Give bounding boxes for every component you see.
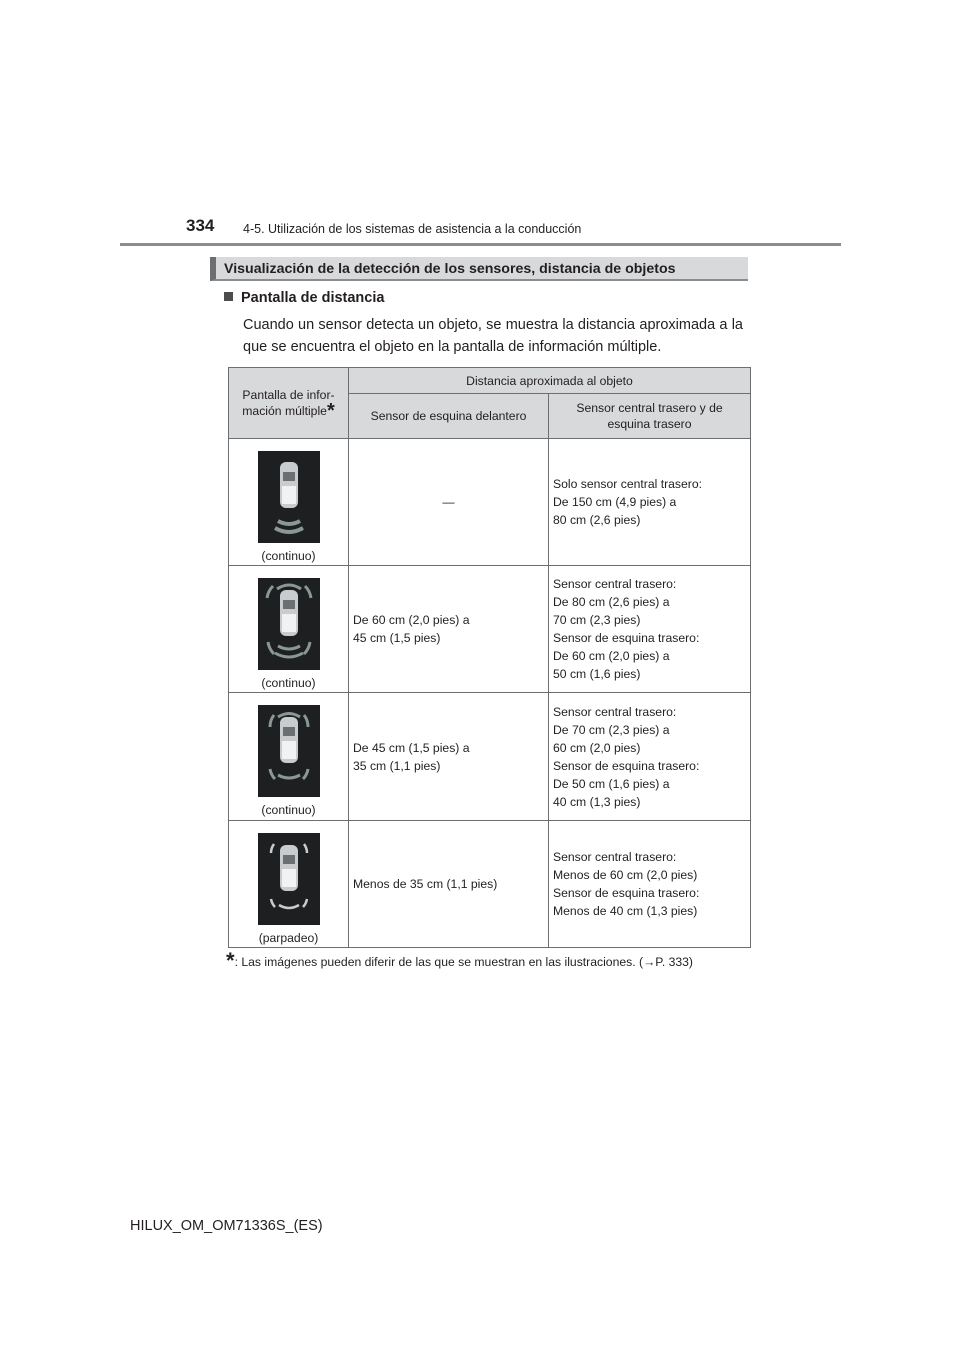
rear-cell: Sensor central trasero: De 80 cm (2,6 pies) a 70 cm (2,3 pies) Sensor de esquina trasero: De 60 cm (2,0 pies) a 50 cm (1,6 pies) <box>549 566 751 693</box>
subheading <box>224 290 384 306</box>
asterisk-mark: * <box>326 400 335 422</box>
front-corner-cell: — <box>349 439 549 566</box>
intro-paragraph: Cuando un sensor detecta un objeto, se muestra la distancia aproximada a la que se encuentra el objeto en la pantalla de información múltiple. <box>243 317 743 355</box>
display-cell <box>229 566 349 693</box>
col-distance-header: Distancia aproximada al objeto <box>349 368 751 394</box>
distance-display-closer-icon <box>258 705 320 797</box>
section-banner <box>210 257 748 281</box>
rear-cell: Sensor central trasero: Menos de 60 cm (2,0 pies) Sensor de esquina trasero: Menos de 40 cm (1,3 pies) <box>549 821 751 948</box>
header-rule <box>120 243 841 246</box>
col-display-header <box>229 368 349 439</box>
square-bullet-icon <box>224 292 233 301</box>
col-front-corner-header: Sensor de esquina delantero <box>349 394 549 439</box>
footer-code: HILUX_OM_OM71336S_(ES) <box>130 1218 323 1234</box>
running-header: 4-5. Utilización de los sistemas de asistencia a la conducción <box>243 222 582 236</box>
table-row <box>229 566 751 693</box>
display-cell <box>229 693 349 821</box>
section-title: Visualización de la detección de los sensores, distancia de objetos <box>224 261 676 277</box>
page-number: 334 <box>186 216 215 235</box>
subheading-text: Pantalla de distancia <box>241 290 385 306</box>
display-caption: (continuo) <box>261 549 316 563</box>
front-corner-cell: De 45 cm (1,5 pies) a 35 cm (1,1 pies) <box>349 693 549 821</box>
footnote-asterisk: * <box>226 948 235 973</box>
front-corner-cell: Menos de 35 cm (1,1 pies) <box>349 821 549 948</box>
display-caption: (parpadeo) <box>258 931 319 945</box>
distance-display-blinking-icon <box>258 833 320 925</box>
table-row <box>229 693 751 821</box>
display-caption: (continuo) <box>261 803 316 817</box>
rear-cell: Solo sensor central trasero: De 150 cm (4,9 pies) a 80 cm (2,6 pies) <box>549 439 751 566</box>
col-rear-header: Sensor central trasero y de esquina trasero <box>549 394 751 439</box>
table-row <box>229 821 751 948</box>
footnote <box>226 948 693 973</box>
footnote-text: : Las imágenes pueden diferir de las que se muestran en las ilustraciones. (→P. 333) <box>234 955 693 969</box>
rear-cell: Sensor central trasero: De 70 cm (2,3 pies) a 60 cm (2,0 pies) Sensor de esquina trasero: De 50 cm (1,6 pies) a 40 cm (1,3 pies) <box>549 693 751 821</box>
front-corner-cell: De 60 cm (2,0 pies) a 45 cm (1,5 pies) <box>349 566 549 693</box>
distance-display-rear-center-icon <box>258 451 320 543</box>
display-cell <box>229 821 349 948</box>
distance-display-all-sensors-icon <box>258 578 320 670</box>
display-caption: (continuo) <box>261 676 316 690</box>
table-row <box>229 439 751 566</box>
display-cell <box>229 439 349 566</box>
col-display-label: Pantalla de infor-mación múltiple <box>242 388 335 418</box>
distance-table <box>228 367 751 948</box>
